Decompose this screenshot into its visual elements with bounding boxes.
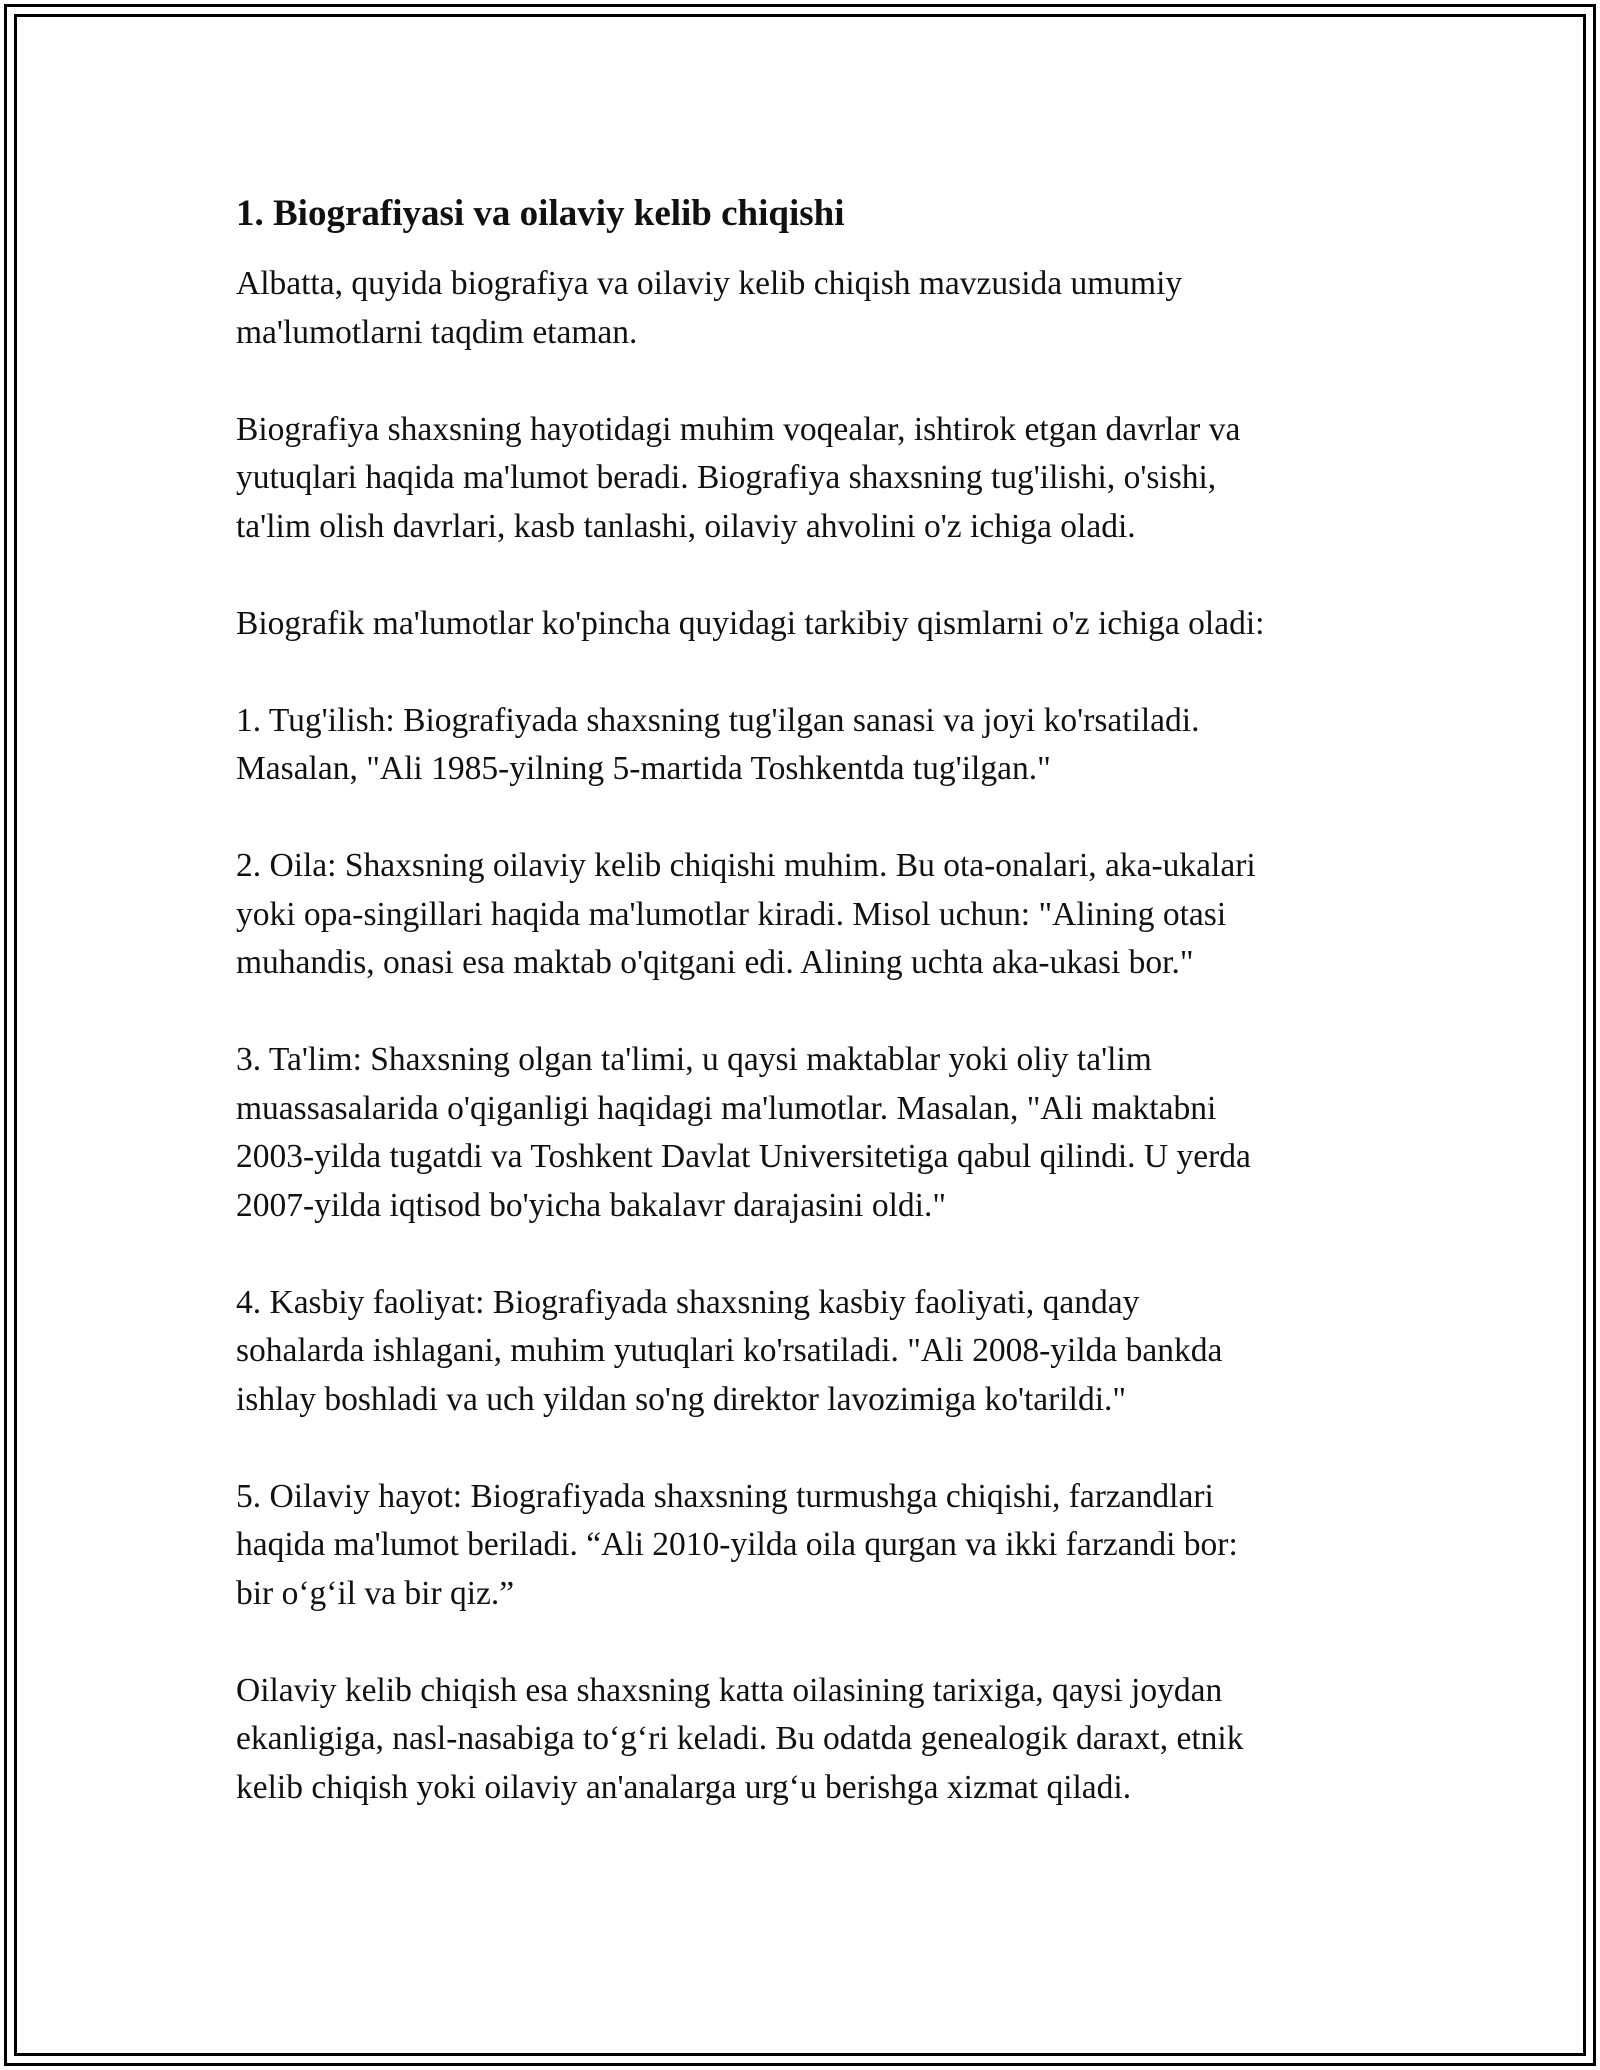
paragraph-list [236,260,1376,1812]
paragraph [236,697,1376,794]
paragraph-line: bir o‘g‘il va bir qiz.” [236,1574,515,1612]
paragraph-line: ishlay boshladi va uch yildan so'ng direktor lavozimiga ko'tarildi." [236,1380,1127,1418]
paragraph [236,600,1376,649]
paragraph-line: Oilaviy kelib chiqish esa shaxsning katta oilasining tarixiga, qaysi joydan [236,1671,1223,1709]
paragraph-line: ekanligiga, nasl-nasabiga to‘g‘ri keladi. Bu odatda genealogik daraxt, etnik [236,1720,1244,1757]
paragraph-line: 4. Kasbiy faoliyat: Biografiyada shaxsning kasbiy faoliyati, qanday [236,1283,1140,1321]
paragraph [236,1279,1376,1425]
paragraph-line: 5. Oilaviy hayot: Biografiyada shaxsning turmushga chiqishi, farzandlari [236,1477,1214,1515]
paragraph [236,260,1376,357]
paragraph-line: ta'lim olish davrlari, kasb tanlashi, oilaviy ahvolini o'z ichiga oladi. [236,507,1136,545]
paragraph-line: muhandis, onasi esa maktab o'qitgani edi. Alining uchta aka-ukasi bor." [236,944,1194,981]
paragraph-line: sohalarda ishlagani, muhim yutuqlari ko'rsatiladi. "Ali 2008-yilda bankda [236,1332,1223,1369]
paragraph-line: muassasalarida o'qiganligi haqidagi ma'lumotlar. Masalan, "Ali maktabni [236,1089,1217,1127]
paragraph-line: 2003-yilda tugatdi va Toshkent Davlat Universitetiga qabul qilindi. U yerda [236,1138,1251,1175]
paragraph [236,1473,1376,1619]
paragraph-line: ma'lumotlarni taqdim etaman. [236,313,638,351]
paragraph-line: 2007-yilda iqtisod bo'yicha bakalavr darajasini oldi." [236,1186,947,1224]
paragraph-line: kelib chiqish yoki oilaviy an'analarga urg‘u berishga xizmat qiladi. [236,1768,1132,1806]
paragraph-line: yutuqlari haqida ma'lumot beradi. Biografiya shaxsning tug'ilishi, o'sishi, [236,459,1217,496]
paragraph-line: 2. Oila: Shaxsning oilaviy kelib chiqishi muhim. Bu ota-onalari, aka-ukalari [236,847,1256,884]
paragraph-line: 3. Ta'lim: Shaxsning olgan ta'limi, u qaysi maktablar yoki oliy ta'lim [236,1041,1152,1078]
paragraph-line: Masalan, "Ali 1985-yilning 5-martida Toshkentda tug'ilgan." [236,750,1051,787]
paragraph [236,842,1376,988]
paragraph-line: Biografik ma'lumotlar ko'pincha quyidagi tarkibiy qismlarni o'z ichiga oladi: [236,604,1265,642]
paragraph [236,406,1376,552]
paragraph [236,1667,1376,1813]
paragraph-line: haqida ma'lumot beriladi. “Ali 2010-yilda oila qurgan va ikki farzandi bor: [236,1526,1238,1563]
document-body [236,190,1376,1812]
paragraph-line: 1. Tug'ilish: Biografiyada shaxsning tug'ilgan sanasi va joyi ko'rsatiladi. [236,701,1200,739]
paragraph-line: Biografiya shaxsning hayotidagi muhim voqealar, ishtirok etgan davrlar va [236,410,1241,448]
document-title: 1. Biografiyasi va oilaviy kelib chiqishi [236,193,845,234]
paragraph-line: yoki opa-singillari haqida ma'lumotlar kiradi. Misol uchun: "Alining otasi [236,895,1227,933]
paragraph-line: Albatta, quyida biografiya va oilaviy kelib chiqish mavzusida umumiy [236,265,1183,302]
paragraph [236,1036,1376,1230]
